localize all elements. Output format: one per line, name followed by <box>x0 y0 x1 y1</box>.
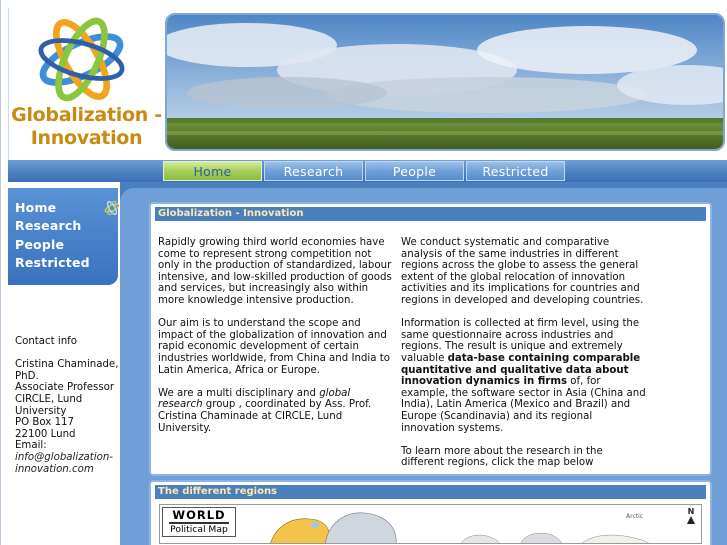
contact-degree: PhD. <box>15 370 39 382</box>
sidebar-item-research[interactable]: Research <box>15 218 82 233</box>
header <box>8 8 727 160</box>
star-logo-icon <box>34 12 129 107</box>
intro-paragraph-3: We are a multi disciplinary and global research group , coordinated by Ass. Prof. Cristina Chaminade at CIRCLE, Lund University. <box>158 387 372 434</box>
map-subtitle: Political Map <box>170 524 228 535</box>
regions-panel <box>149 480 712 545</box>
contact-email-link[interactable]: info@globalization- innovation.com <box>15 451 113 475</box>
contact-name: Cristina Chaminade, <box>15 359 119 371</box>
sidebar-item-people[interactable]: People <box>15 237 65 252</box>
intro-right-column <box>401 237 649 480</box>
nav-tab-home[interactable]: Home <box>163 161 262 181</box>
logo-line-2: Innovation <box>30 127 143 149</box>
header-banner-image <box>165 13 725 151</box>
sidebar-item-restricted[interactable]: Restricted <box>15 255 90 270</box>
north-arrow-icon: N <box>685 507 697 524</box>
map-legend <box>162 507 236 537</box>
contact-org: CIRCLE, Lund University <box>15 393 83 417</box>
logo-line-1: Globalization - <box>11 104 162 126</box>
contact-box: PO Box 117 <box>15 417 75 429</box>
map-title-word: WORLD <box>169 509 229 524</box>
landscape-image <box>167 15 723 149</box>
main-nav <box>8 160 727 182</box>
sidebar-menu <box>8 188 118 285</box>
contact-title: Associate Professor <box>15 382 115 394</box>
contact-info <box>15 336 133 475</box>
logo-text <box>9 104 164 150</box>
star-icon <box>104 200 120 216</box>
intro-paragraph-5: Information is collected at firm level, using the same questionnaire across industries and regions. The result is unique and extremely valuable data-base containing comparable quantitative and qualitative data about innovation dynamics in firms of, for example, the software sector in Asia (China and India), Latin America (Mexico and Brazil) and Europe (Scandinavia) and its regional innovation systems. <box>401 318 646 434</box>
world-map[interactable] <box>159 504 702 544</box>
intro-paragraph-2: Our aim is to understand the scope and impact of the globalization of innovation and rapid economic development of certain industries worldwide, from China and India to Latin America, Africa or Europe. <box>158 318 390 376</box>
contact-zip: 22100 Lund <box>15 428 76 440</box>
intro-paragraph-4: We conduct systematic and comparative analysis of the same industries in different regions across the globe to assess the general extent of the global relocation of innovation activities and its implications for countries and regions in developed and developing countries. <box>401 237 644 306</box>
intro-paragraph-1: Rapidly growing third world economies have come to represent strong competition not only in the production of standardized, labour intensive, and low-skilled production of goods and services, but increasingly also within more knowledge intensive production. <box>158 237 392 306</box>
nav-tab-restricted[interactable]: Restricted <box>466 161 565 181</box>
intro-panel <box>149 202 712 476</box>
regions-panel-title: The different regions <box>155 485 706 499</box>
world-map-image <box>160 505 702 544</box>
contact-heading: Contact info <box>15 336 77 347</box>
sidebar-item-home[interactable]: Home <box>15 200 57 215</box>
intro-panel-title: Globalization - Innovation <box>155 207 706 221</box>
contact-email-label: Email: <box>15 440 47 452</box>
intro-paragraph-6: To learn more about the research in the different regions, click the map below <box>401 445 603 469</box>
nav-tab-research[interactable]: Research <box>264 161 363 181</box>
nav-tab-people[interactable]: People <box>365 161 464 181</box>
site-logo[interactable] <box>9 8 164 160</box>
intro-left-column <box>158 237 394 446</box>
map-label-arctic: Arctic <box>626 513 644 520</box>
